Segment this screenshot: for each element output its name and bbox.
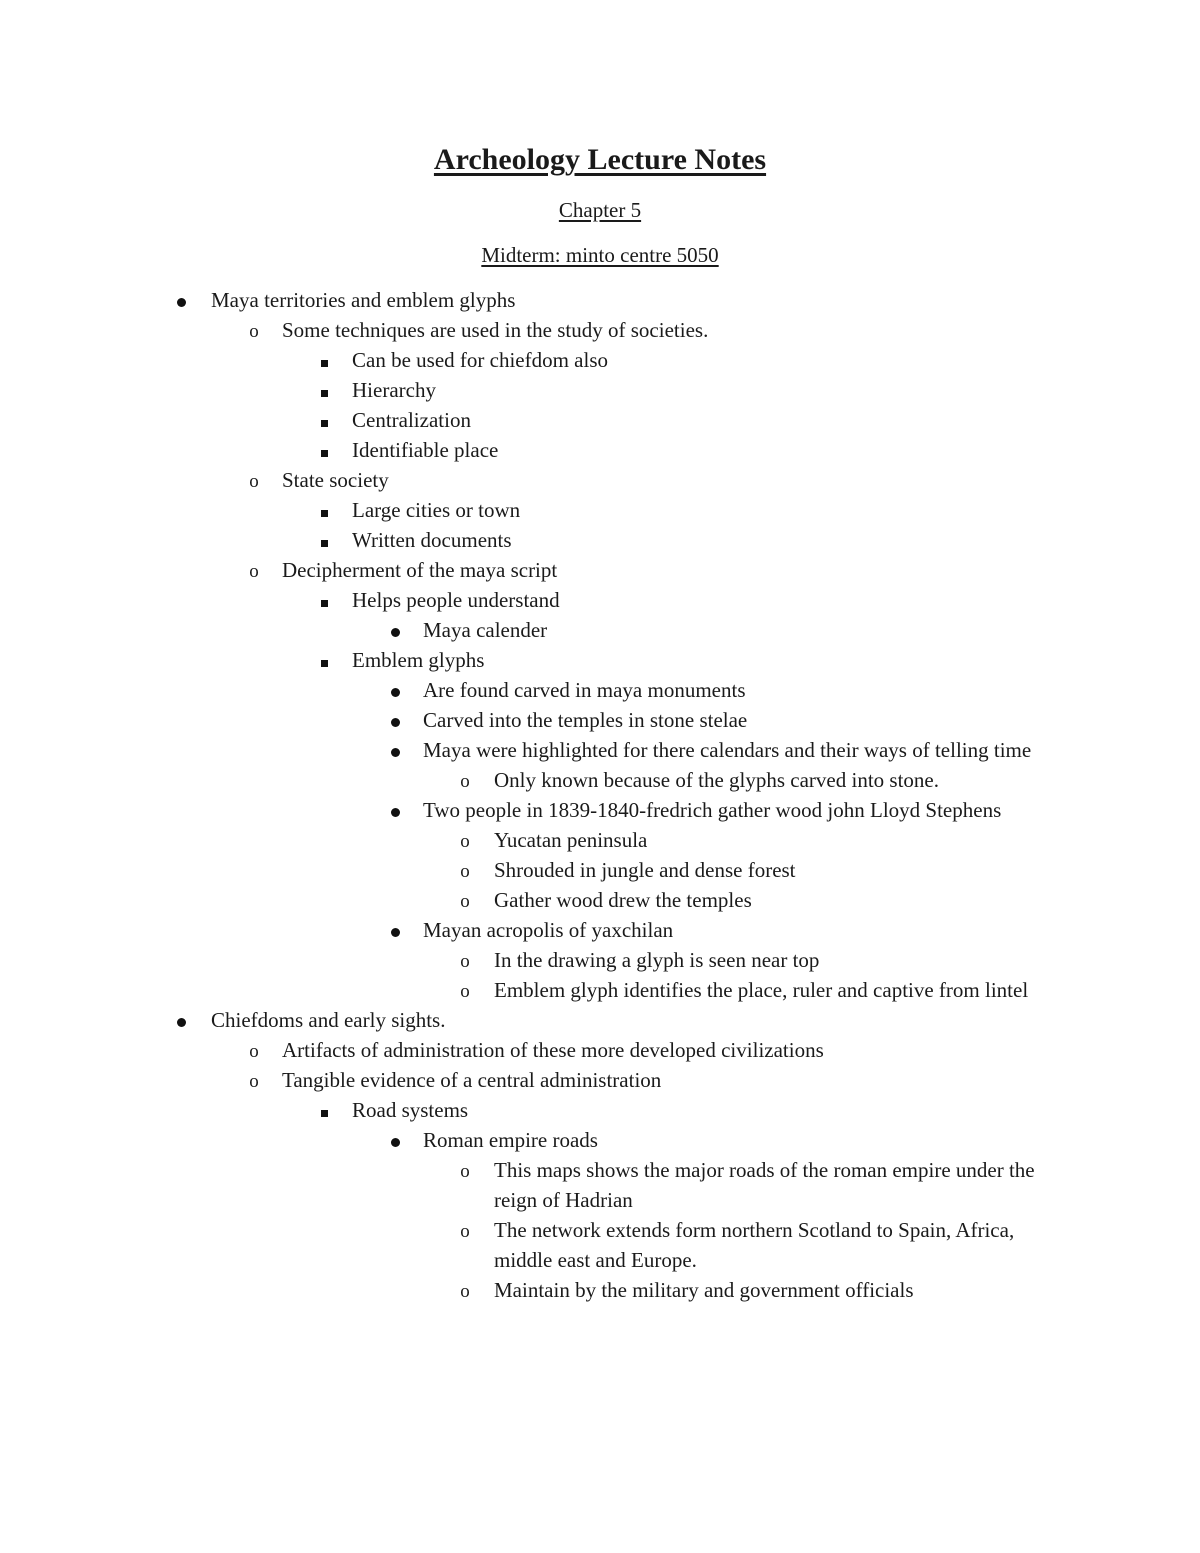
- list-item: [0, 585, 1200, 615]
- bullet-circle-icon: o: [460, 981, 470, 1002]
- list-item: [0, 1005, 1200, 1035]
- list-item: [0, 1275, 1200, 1305]
- list-item: [0, 1155, 1200, 1215]
- bullet-disc-icon: [385, 735, 405, 765]
- bullet-square-icon: [314, 645, 334, 675]
- list-item-text: Road systems: [352, 1098, 469, 1122]
- bullet-square-icon: [314, 525, 334, 555]
- list-item-text: Carved into the temples in stone stelae: [423, 708, 748, 732]
- list-item: [0, 405, 1200, 435]
- bullet-circle-icon: o: [460, 891, 470, 912]
- list-item: [0, 885, 1200, 915]
- bullet-square-icon: [314, 585, 334, 615]
- list-item: [0, 1125, 1200, 1155]
- list-item-text: Hierarchy: [352, 378, 436, 402]
- list-item-text: Can be used for chiefdom also: [352, 348, 609, 372]
- list-item-text: Yucatan peninsula: [494, 828, 648, 852]
- list-item: [0, 735, 1200, 765]
- list-item: [0, 435, 1200, 465]
- list-item: [0, 645, 1200, 675]
- bullet-square-icon: [314, 435, 334, 465]
- bullet-disc-icon: [385, 705, 405, 735]
- bullet-circle-icon: o: [460, 771, 470, 792]
- list-item: [0, 1095, 1200, 1125]
- bullet-disc-icon: [385, 615, 405, 645]
- list-item: [0, 465, 1200, 495]
- list-item-text: Helps people understand: [352, 588, 560, 612]
- bullet-square-icon: [314, 375, 334, 405]
- list-item-text: The network extends form northern Scotland to Spain, Africa, middle east and Europe.: [494, 1218, 1015, 1272]
- list-item: [0, 855, 1200, 885]
- list-item-text: Maya territories and emblem glyphs: [211, 288, 516, 312]
- notes-outline: [0, 285, 1200, 1305]
- list-item: [0, 345, 1200, 375]
- list-item: [0, 495, 1200, 525]
- list-item-text: Roman empire roads: [423, 1128, 598, 1152]
- list-item: [0, 315, 1200, 345]
- list-item-text: This maps shows the major roads of the roman empire under the reign of Hadrian: [494, 1158, 1035, 1212]
- list-item: [0, 285, 1200, 315]
- bullet-square-icon: [314, 495, 334, 525]
- bullet-circle-icon: o: [249, 1041, 259, 1062]
- list-item: [0, 615, 1200, 645]
- bullet-circle-icon: o: [249, 1071, 259, 1092]
- list-item: [0, 555, 1200, 585]
- list-item-text: Chiefdoms and early sights.: [211, 1008, 446, 1032]
- list-item: [0, 765, 1200, 795]
- bullet-circle-icon: o: [460, 861, 470, 882]
- bullet-circle-icon: o: [460, 1161, 470, 1182]
- page-title: Archeology Lecture Notes: [433, 143, 767, 176]
- bullet-disc-icon: [385, 675, 405, 705]
- list-item-text: In the drawing a glyph is seen near top: [494, 948, 820, 972]
- list-item-text: Tangible evidence of a central administration: [282, 1068, 662, 1092]
- list-item-text: Large cities or town: [352, 498, 521, 522]
- list-item-text: Maya calender: [423, 618, 548, 642]
- list-item-text: Gather wood drew the temples: [494, 888, 752, 912]
- list-item: [0, 945, 1200, 975]
- list-item: [0, 1065, 1200, 1095]
- list-item-text: Only known because of the glyphs carved into stone.: [494, 768, 939, 792]
- list-item: [0, 525, 1200, 555]
- list-item-text: Are found carved in maya monuments: [423, 678, 746, 702]
- bullet-circle-icon: o: [460, 831, 470, 852]
- bullet-disc-icon: [385, 915, 405, 945]
- list-item-text: Two people in 1839-1840-fredrich gather wood john Lloyd Stephens: [423, 798, 1002, 822]
- list-item: [0, 825, 1200, 855]
- bullet-circle-icon: o: [249, 561, 259, 582]
- bullet-disc-icon: [171, 1005, 191, 1035]
- bullet-circle-icon: o: [460, 1221, 470, 1242]
- list-item: [0, 795, 1200, 825]
- list-item-text: Artifacts of administration of these more developed civilizations: [282, 1038, 824, 1062]
- bullet-square-icon: [314, 345, 334, 375]
- list-item: [0, 1215, 1200, 1275]
- list-item-text: Emblem glyph identifies the place, ruler and captive from lintel: [494, 978, 1029, 1002]
- list-item: [0, 915, 1200, 945]
- list-item: [0, 1035, 1200, 1065]
- list-item-text: Maya were highlighted for there calendars and their ways of telling time: [423, 738, 1032, 762]
- list-item: [0, 375, 1200, 405]
- chapter-heading: Chapter 5: [558, 198, 642, 222]
- list-item-text: Centralization: [352, 408, 471, 432]
- midterm-note: Midterm: minto centre 5050: [481, 243, 719, 267]
- bullet-disc-icon: [171, 285, 191, 315]
- list-item-text: Maintain by the military and government officials: [494, 1278, 914, 1302]
- bullet-circle-icon: o: [460, 1281, 470, 1302]
- list-item-text: Mayan acropolis of yaxchilan: [423, 918, 674, 942]
- list-item-text: Some techniques are used in the study of societies.: [282, 318, 709, 342]
- bullet-square-icon: [314, 405, 334, 435]
- list-item-text: Emblem glyphs: [352, 648, 485, 672]
- bullet-circle-icon: o: [460, 951, 470, 972]
- bullet-square-icon: [314, 1095, 334, 1125]
- list-item-text: Shrouded in jungle and dense forest: [494, 858, 796, 882]
- bullet-disc-icon: [385, 795, 405, 825]
- bullet-circle-icon: o: [249, 471, 259, 492]
- list-item: [0, 675, 1200, 705]
- list-item-text: Identifiable place: [352, 438, 499, 462]
- bullet-circle-icon: o: [249, 321, 259, 342]
- list-item-text: Decipherment of the maya script: [282, 558, 558, 582]
- list-item-text: Written documents: [352, 528, 512, 552]
- list-item: [0, 975, 1200, 1005]
- bullet-disc-icon: [385, 1125, 405, 1155]
- list-item: [0, 705, 1200, 735]
- list-item-text: State society: [282, 468, 389, 492]
